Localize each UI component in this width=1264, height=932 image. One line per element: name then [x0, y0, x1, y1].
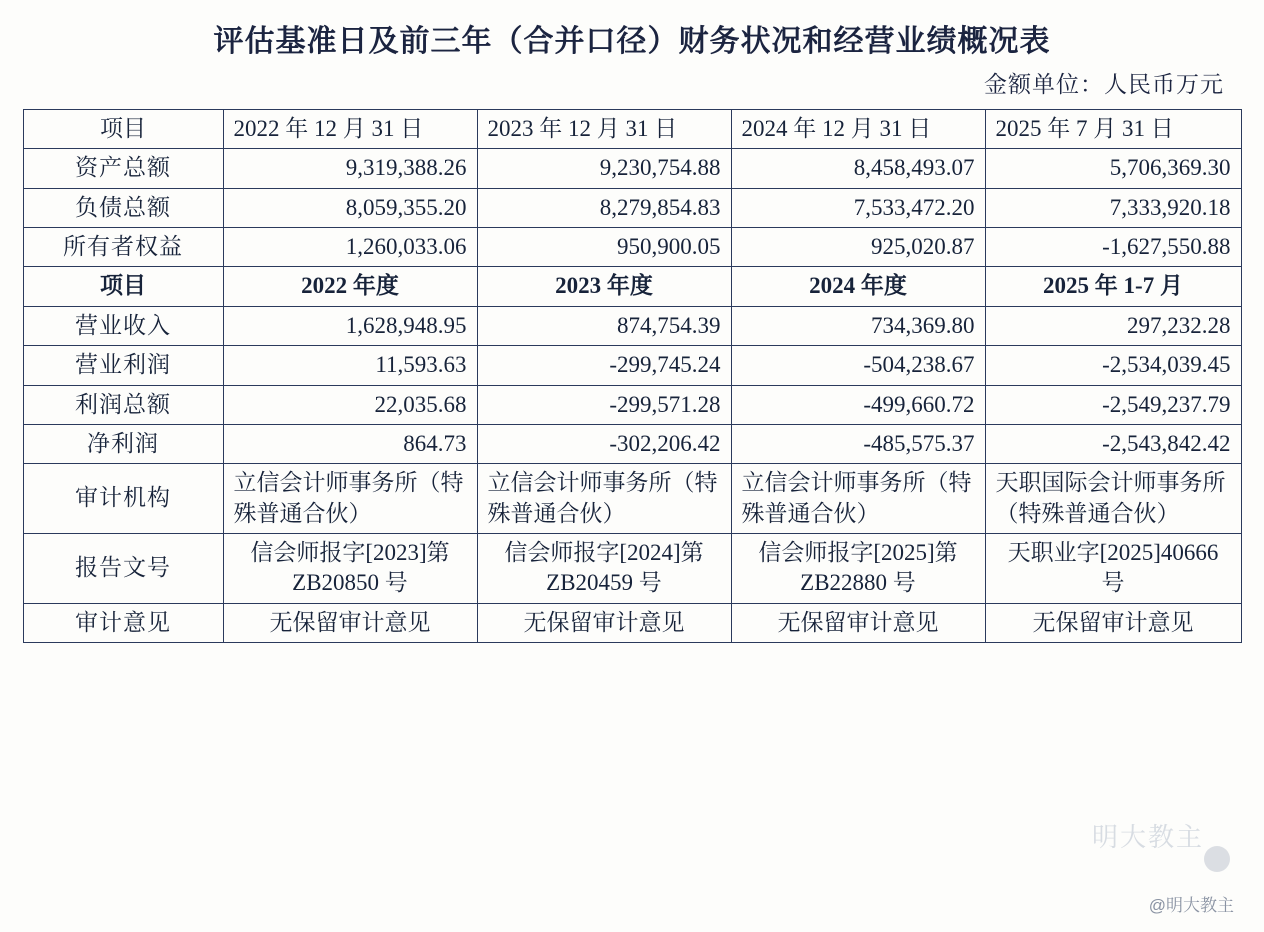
cell-auditor-2023: 立信会计师事务所（特殊普通合伙）	[477, 464, 731, 534]
period-2022: 2022 年度	[223, 267, 477, 306]
watermark-ghost-text: 明大教主	[1091, 823, 1204, 852]
row-label-operating-profit: 营业利润	[23, 346, 223, 385]
cell-operating-revenue-2023: 874,754.39	[477, 306, 731, 345]
cell-report-number-2023: 信会师报字[2024]第 ZB20459 号	[477, 533, 731, 603]
row-label-operating-revenue: 营业收入	[23, 306, 223, 345]
financial-summary-table	[23, 109, 1242, 643]
table-row	[23, 149, 1241, 188]
watermark-handle: @明大教主	[1148, 896, 1234, 915]
row-label-report-number: 报告文号	[23, 533, 223, 603]
cell-auditor-2022: 立信会计师事务所（特殊普通合伙）	[223, 464, 477, 534]
period-item-label: 项目	[23, 267, 223, 306]
cell-owners-equity-2025: -1,627,550.88	[985, 228, 1241, 267]
cell-net-profit-2024: -485,575.37	[731, 424, 985, 463]
cell-total-profit-2024: -499,660.72	[731, 385, 985, 424]
cell-total-assets-2022: 9,319,388.26	[223, 149, 477, 188]
cell-total-liabilities-2022: 8,059,355.20	[223, 188, 477, 227]
cell-operating-profit-2022: 11,593.63	[223, 346, 477, 385]
row-label-net-profit: 净利润	[23, 424, 223, 463]
cell-audit-opinion-2023: 无保留审计意见	[477, 603, 731, 642]
cell-auditor-2024: 立信会计师事务所（特殊普通合伙）	[731, 464, 985, 534]
table-row	[23, 188, 1241, 227]
table-row	[23, 228, 1241, 267]
cell-operating-revenue-2024: 734,369.80	[731, 306, 985, 345]
cell-total-profit-2022: 22,035.68	[223, 385, 477, 424]
page-title: 评估基准日及前三年（合并口径）财务状况和经营业绩概况表	[213, 25, 1051, 58]
cell-net-profit-2025: -2,543,842.42	[985, 424, 1241, 463]
row-label-owners-equity: 所有者权益	[23, 228, 223, 267]
period-2024: 2024 年度	[731, 267, 985, 306]
cell-report-number-2025: 天职业字[2025]40666 号	[985, 533, 1241, 603]
cell-operating-profit-2023: -299,745.24	[477, 346, 731, 385]
cell-net-profit-2022: 864.73	[223, 424, 477, 463]
table-row	[23, 306, 1241, 345]
period-2025: 2025 年 1-7 月	[985, 267, 1241, 306]
cell-operating-revenue-2025: 297,232.28	[985, 306, 1241, 345]
cell-auditor-2025: 天职国际会计师事务所（特殊普通合伙）	[985, 464, 1241, 534]
table-header-row	[23, 110, 1241, 149]
period-header-row	[23, 267, 1241, 306]
audit-opinion-row	[23, 603, 1241, 642]
watermark-badge	[1204, 846, 1230, 872]
cell-total-liabilities-2025: 7,333,920.18	[985, 188, 1241, 227]
cell-total-liabilities-2024: 7,533,472.20	[731, 188, 985, 227]
table-row	[23, 385, 1241, 424]
header-date-2024: 2024 年 12 月 31 日	[731, 110, 985, 149]
header-item-label: 项目	[23, 110, 223, 149]
cell-audit-opinion-2022: 无保留审计意见	[223, 603, 477, 642]
row-label-auditor: 审计机构	[23, 464, 223, 534]
table-row	[23, 346, 1241, 385]
table-row	[23, 424, 1241, 463]
row-label-total-profit: 利润总额	[23, 385, 223, 424]
row-label-total-liabilities: 负债总额	[23, 188, 223, 227]
header-date-2025: 2025 年 7 月 31 日	[985, 110, 1241, 149]
cell-owners-equity-2022: 1,260,033.06	[223, 228, 477, 267]
cell-total-assets-2024: 8,458,493.07	[731, 149, 985, 188]
cell-report-number-2024: 信会师报字[2025]第 ZB22880 号	[731, 533, 985, 603]
avatar	[1204, 846, 1230, 872]
cell-operating-profit-2025: -2,534,039.45	[985, 346, 1241, 385]
cell-operating-profit-2024: -504,238.67	[731, 346, 985, 385]
cell-owners-equity-2023: 950,900.05	[477, 228, 731, 267]
cell-owners-equity-2024: 925,020.87	[731, 228, 985, 267]
header-date-2022: 2022 年 12 月 31 日	[223, 110, 477, 149]
cell-total-assets-2025: 5,706,369.30	[985, 149, 1241, 188]
amount-unit-note: 金额单位：人民币万元	[984, 72, 1224, 97]
auditor-row	[23, 464, 1241, 534]
row-label-total-assets: 资产总额	[23, 149, 223, 188]
cell-total-profit-2025: -2,549,237.79	[985, 385, 1241, 424]
header-date-2023: 2023 年 12 月 31 日	[477, 110, 731, 149]
report-number-row	[23, 533, 1241, 603]
cell-total-profit-2023: -299,571.28	[477, 385, 731, 424]
cell-report-number-2022: 信会师报字[2023]第 ZB20850 号	[223, 533, 477, 603]
cell-net-profit-2023: -302,206.42	[477, 424, 731, 463]
cell-total-liabilities-2023: 8,279,854.83	[477, 188, 731, 227]
period-2023: 2023 年度	[477, 267, 731, 306]
cell-audit-opinion-2024: 无保留审计意见	[731, 603, 985, 642]
row-label-audit-opinion: 审计意见	[23, 603, 223, 642]
cell-operating-revenue-2022: 1,628,948.95	[223, 306, 477, 345]
cell-audit-opinion-2025: 无保留审计意见	[985, 603, 1241, 642]
cell-total-assets-2023: 9,230,754.88	[477, 149, 731, 188]
